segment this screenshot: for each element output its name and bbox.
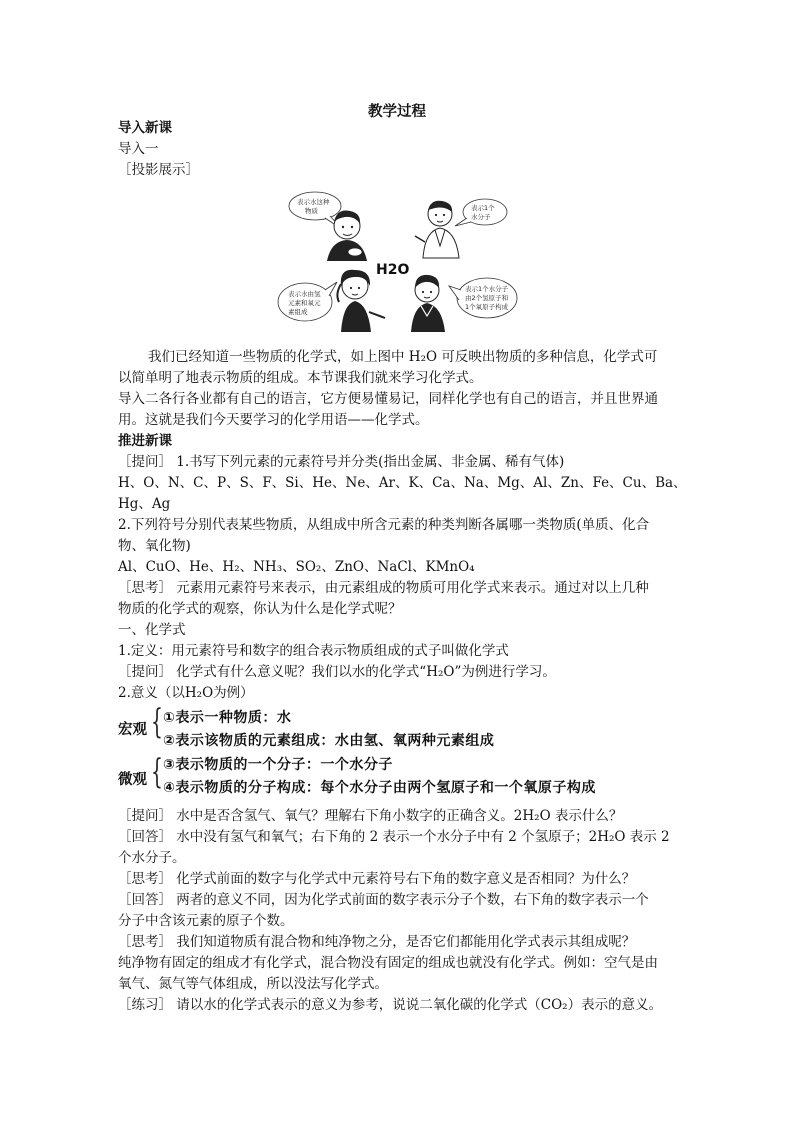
page-title: 教学过程: [368, 103, 426, 120]
answer-1-line-2: 个水分子。: [118, 850, 186, 866]
bubble-3-line-3: 素组成: [288, 308, 308, 316]
section-heading-intro: 导入新课: [118, 120, 172, 136]
micro-item-2: ④表示物质的分子构成：每个水分子由两个氢原子和一个氧原子构成: [163, 780, 596, 796]
question-1: ［提问］ 1.书写下列元素的元素符号并分类(指出金属、非金属、稀有气体): [118, 454, 565, 470]
micro-label: 微观: [118, 772, 147, 788]
person-top-right: [415, 201, 459, 258]
bubble-1-line-2: 物质: [305, 207, 318, 215]
question-2-line-2: 物、氧化物): [118, 538, 191, 554]
bubble-4-line-2: 由2个氢原子和: [465, 294, 509, 302]
answer-2-line-2: 分子中含该元素的原子个数。: [118, 913, 294, 929]
practice: ［练习］ 请以水的化学式表示的意义为参考，说说二氧化碳的化学式（CO₂）表示的意义。: [118, 997, 663, 1013]
micro-item-1: ③表示物质的一个分子：一个水分子: [163, 757, 393, 773]
question-3: ［提问］ 化学式有什么意义呢？我们以水的化学式“H₂O”为例进行学习。: [118, 664, 556, 680]
bubble-3-line-1: 表示水由氢: [288, 290, 321, 298]
bubble-2-line-1: 表示1个: [471, 204, 495, 212]
think-1-line-2: 物质的化学式的观察，你认为什么是化学式呢？: [118, 601, 402, 617]
paragraph-3-line-2: 氧气、氮气等气体组成，所以没法写化学式。: [118, 976, 388, 992]
think-1-line-1: ［思考］ 元素用元素符号来表示，由元素组成的物质可用化学式来表示。通过对以上几种: [118, 580, 649, 596]
formula-label: H2O: [376, 262, 410, 278]
heading-chemical-formula: 一、化学式: [118, 622, 186, 638]
question-4: ［提问］ 水中是否含氢气、氧气？理解右下角小数字的正确含义。2H₂O 表示什么？: [118, 808, 623, 824]
paragraph-1-line-2: 以简单明了地表示物质的组成。本节课我们就来学习化学式。: [118, 370, 483, 386]
macro-item-2: ②表示该物质的元素组成：水由氢、氧两种元素组成: [163, 733, 495, 749]
macro-label: 宏观: [118, 722, 147, 738]
element-list-line-2: Hg、Ag: [118, 496, 171, 512]
element-list-line-1: H、O、N、C、P、S、F、Si、He、Ne、Ar、K、Ca、Na、Mg、Al、Zn、Fe、Cu、Ba、: [118, 475, 687, 491]
definition: 1.定义：用元素符号和数字的组合表示物质组成的式子叫做化学式: [118, 643, 509, 659]
answer-2-line-1: ［回答］ 两者的意义不同，因为化学式前面的数字表示分子个数，右下角的数字表示一个: [118, 892, 649, 908]
person-top-left: [327, 210, 367, 261]
intro-one-label: 导入一: [118, 141, 159, 157]
person-bottom-left: [337, 270, 385, 332]
bubble-4-line-3: 1个氧原子构成: [465, 303, 509, 311]
bubble-3-line-2: 元素和氧元: [288, 299, 321, 307]
paragraph-2-line-1: 导入二各行各业都有自己的语言，它方便易懂易记，同样化学也有自己的语言，并且世界通: [118, 391, 658, 407]
projection-label: ［投影展示］: [118, 162, 199, 178]
meaning-heading: 2.意义（以H₂O为例）: [118, 685, 254, 701]
paragraph-2-line-2: 用。这就是我们今天要学习的化学用语——化学式。: [118, 412, 429, 428]
bubble-1-line-1: 表示水这种: [297, 198, 330, 206]
micro-brace: {: [151, 752, 163, 792]
h2o-discussion-illustration: [275, 186, 521, 334]
section-heading-new-lesson: 推进新课: [118, 433, 172, 449]
substance-list: Al、CuO、He、H₂、NH₃、SO₂、ZnO、NaCl、KMnO₄: [118, 559, 475, 575]
macro-brace: {: [151, 702, 163, 742]
think-2: ［思考］ 化学式前面的数字与化学式中元素符号右下角的数字意义是否相同？为什么？: [118, 871, 636, 887]
bubble-2-line-2: 水分子: [471, 213, 491, 221]
answer-1-line-1: ［回答］ 水中没有氢气和氧气；右下角的 2 表示一个水分子中有 2 个氢原子；2H₂O 表示 2: [118, 829, 670, 845]
question-2-line-1: 2.下列符号分别代表某些物质，从组成中所含元素的种类判断各属哪一类物质(单质、化合: [118, 517, 650, 533]
paragraph-3-line-1: 纯净物有固定的组成才有化学式，混合物没有固定的组成也就没有化学式。例如：空气是由: [118, 955, 658, 971]
paragraph-1-line-1: 我们已经知道一些物质的化学式，如上图中 H₂O 可反映出物质的多种信息，化学式可: [148, 349, 658, 365]
bubble-4-line-1: 表示1个水分子: [465, 285, 509, 293]
macro-item-1: ①表示一种物质：水: [163, 710, 292, 726]
think-3: ［思考］ 我们知道物质有混合物和纯净物之分，是否它们都能用化学式表示其组成呢？: [118, 934, 636, 950]
person-bottom-right: [411, 275, 445, 332]
